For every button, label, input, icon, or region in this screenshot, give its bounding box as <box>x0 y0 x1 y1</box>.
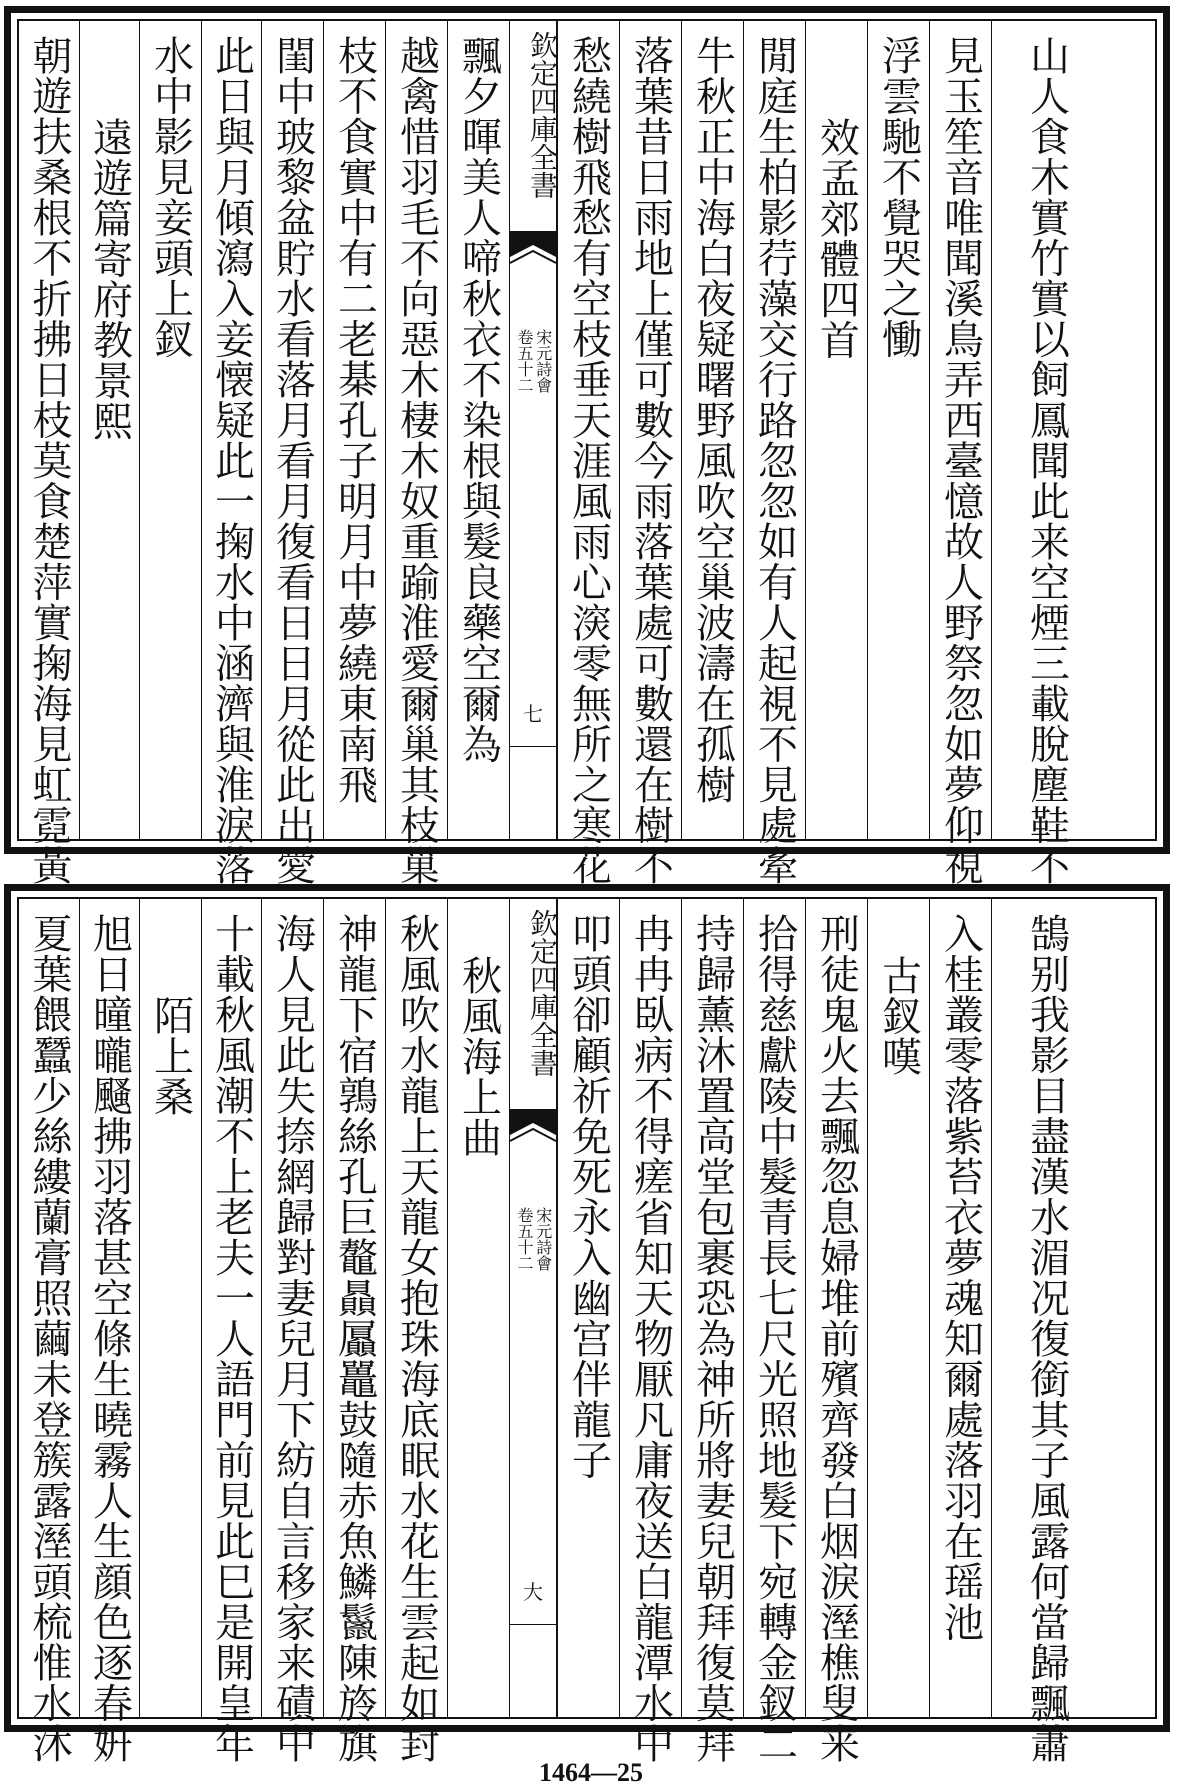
page-top <box>0 0 1182 886</box>
spine-rule <box>510 1624 556 1626</box>
text-column: 神龍下宿鶉絲孔巨鼇贔屭鼉鼓隨赤魚鱗鬣陳旍旗 <box>323 899 385 1717</box>
text-column: 越禽惜羽毛不向惡木棲木奴重踰淮愛爾巢其枝巢 <box>385 21 447 839</box>
spine-collection: 卷五十二 <box>515 1207 534 1271</box>
text-column: 冉冉臥病不得瘥省知天物厭凡庸夜送白龍潭水中 <box>619 899 681 1717</box>
spine-page-number: 七 <box>523 702 543 726</box>
text-column: 十載秋風潮不上老夫一人語門前見此巳是開皇年 <box>201 899 261 1717</box>
book-spine <box>509 899 557 1717</box>
text-column: 夏葉餵蠶少絲縷蘭膏照繭未登簇露溼頭梳惟水沐 <box>26 913 72 1764</box>
page-frame <box>4 884 1170 1764</box>
spine-subtitle <box>510 329 556 393</box>
text-column: 鵠别我影目盡漢水湄况復銜其子風露何當歸飄蕭 <box>991 899 1161 1717</box>
text-column: 拾得慈獻陵中髮青長七尺光照地髮下宛轉金釵二 <box>743 899 805 1717</box>
text-column: 落葉昔日雨地上僅可數今雨落葉處可數還在樹不 <box>619 21 681 839</box>
book-spine <box>509 21 557 839</box>
page-code: 1464—25 <box>539 1758 643 1787</box>
spine-volume: 宋元詩會 <box>533 329 553 393</box>
page-bottom <box>0 878 1182 1764</box>
spine-subtitle <box>510 1207 556 1271</box>
page-frame <box>4 6 1170 886</box>
spine-title: 欽定四庫全書 <box>526 909 559 1077</box>
text-column: 入桂叢零落紫苔衣夢魂知爾處落羽在瑶池 <box>929 899 991 1717</box>
text-column: 枝不食實中有二老棊孔子明月中夢繞東南飛 <box>323 21 385 839</box>
text-column: 見玉笙音唯聞溪鳥弄西臺憶故人野祭忽如夢仰視 <box>929 21 991 839</box>
text-column: 陌上桑 <box>139 899 201 1717</box>
text-column: 浮雲馳不覺哭之慟 <box>867 21 929 839</box>
text-block <box>17 897 1157 1764</box>
text-column: 秋風吹水龍上天龍女抱珠海底眠水花生雲起如封 <box>385 899 447 1717</box>
spine-title: 欽定四庫全書 <box>526 31 559 199</box>
text-column: 效孟郊體四首 <box>805 21 867 839</box>
text-column: 叩頭卻顧祈免死永入幽宫伴龍子 <box>557 899 619 1717</box>
spine-page-number: 大 <box>523 1580 543 1604</box>
text-column: 閨中玻黎盆貯水看落月看月復看日日月從此出愛 <box>261 21 323 839</box>
fishtail-mark <box>510 1109 556 1141</box>
text-column: 牛秋正中海白夜疑曙野風吹空巢波濤在孤樹 <box>681 21 743 839</box>
text-column: 朝遊扶桑根不折拂日枝莫食楚萍實掬海見虹霓黃 <box>26 35 72 886</box>
text-column: 山人食木實竹實以飼鳳聞此来空煙三載脫塵鞋不 <box>991 21 1161 839</box>
text-column: 愁繞樹飛愁有空枝垂天涯風雨心㴱零無所之寒花 <box>557 21 619 839</box>
text-block <box>17 19 1157 886</box>
text-column: 持歸薰沐置高堂包裹恐為神所將妻兒朝拜復莫拜 <box>681 899 743 1717</box>
spine-collection: 卷五十二 <box>515 329 534 393</box>
text-column: 此日與月傾瀉入妾懐疑此一掬水中涵濟與淮淚落 <box>201 21 261 839</box>
text-column: 秋風海上曲 <box>447 899 509 1717</box>
text-column: 刑徒鬼火去飄忽息婦堆前殯齊發白烟淚溼樵叟来 <box>805 899 867 1717</box>
text-column: 旭日曈曨颾拂羽落甚空條生曉霧人生顔色逐春姸 <box>79 899 139 1717</box>
text-column: 古釵嘆 <box>867 899 929 1717</box>
text-column: 閒庭生柏影荇藻交行路忽忽如有人起視不見處牽 <box>743 21 805 839</box>
text-column: 飄夕暉美人啼秋衣不染根與髮良藥空爾為 <box>447 21 509 839</box>
fishtail-mark <box>510 231 556 263</box>
text-column: 水中影見妾頭上釵 <box>139 21 201 839</box>
spine-volume: 宋元詩會 <box>533 1207 553 1271</box>
text-column: 海人見此失捺網歸對妻兒月下紡自言移家来磧中 <box>261 899 323 1717</box>
text-column: 遠遊篇寄府教景熙 <box>79 21 139 839</box>
spine-rule <box>510 746 556 748</box>
